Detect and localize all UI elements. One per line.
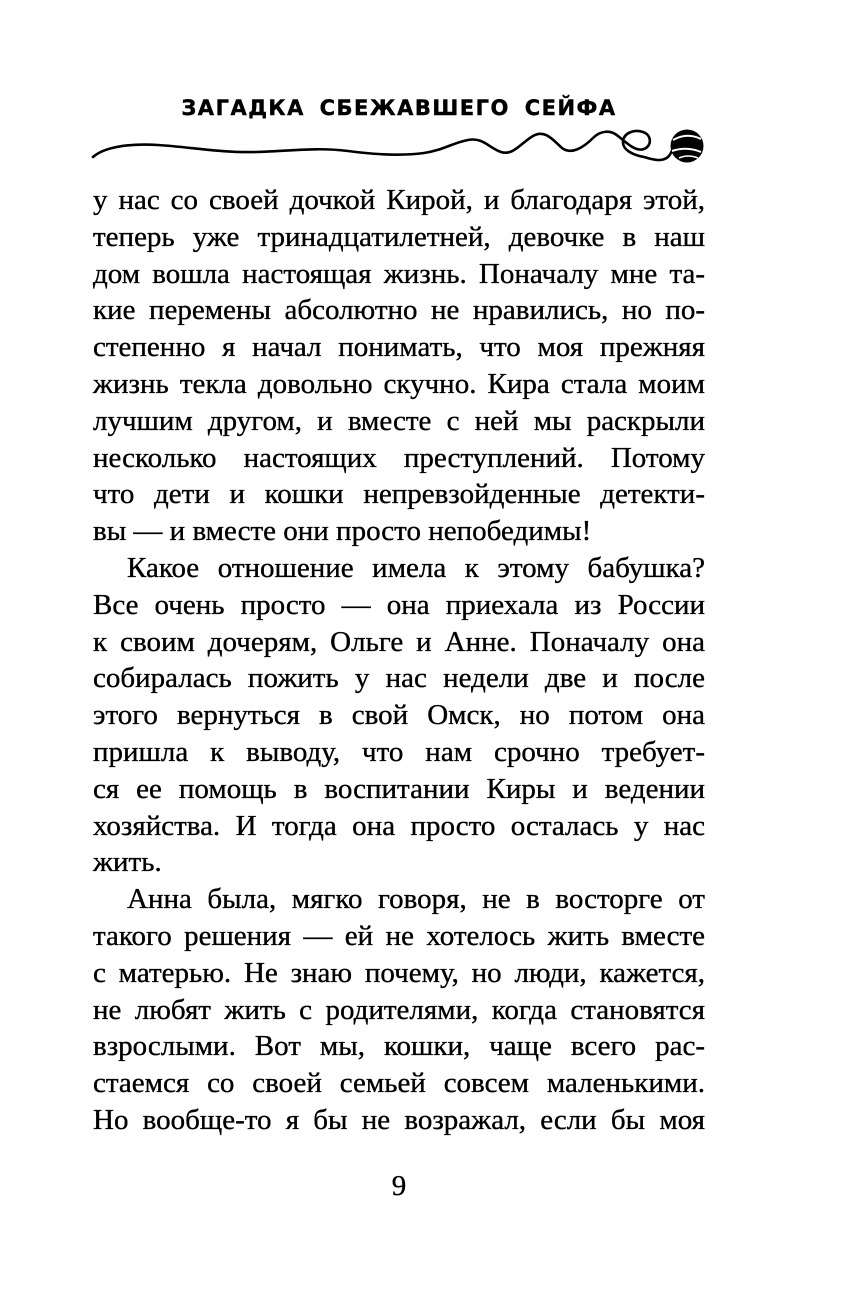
yarn-ball-icon bbox=[671, 130, 704, 163]
text-line: жить. bbox=[93, 846, 162, 879]
text-line: Анна была, мягко говоря, не в восторге от bbox=[127, 883, 705, 916]
text-line: не любят жить с родителями, когда становятся bbox=[93, 993, 705, 1026]
text-line: хозяйства. И тогда она просто осталась у нас bbox=[93, 809, 705, 842]
text-line: у нас со своей дочкой Кирой, и благодаря этой, bbox=[93, 184, 705, 216]
body-text bbox=[93, 182, 705, 1139]
text-line: ся ее помощь в воспитании Киры и ведении bbox=[93, 772, 705, 805]
text-line: Какое отношение имела к этому бабушка? bbox=[127, 551, 705, 584]
text-line: этого вернуться в свой Омск, но потом она bbox=[93, 699, 705, 732]
text-line: теперь уже тринадцатилетней, девочке в наш bbox=[93, 220, 705, 253]
text-line: что дети и кошки непревзойденные детекти- bbox=[93, 478, 705, 511]
text-line: с матерью. Не знаю почему, но люди, кажется, bbox=[93, 956, 705, 989]
text-line: кие перемены абсолютно не нравились, но по- bbox=[93, 294, 705, 327]
text-line: степенно я начал понимать, что моя прежняя bbox=[93, 331, 705, 364]
text-line: лучшим другом, и вместе с ней мы раскрыли bbox=[93, 404, 705, 437]
text-line: взрослыми. Вот мы, кошки, чаще всего рас- bbox=[93, 1030, 705, 1063]
text-line: вы — и вместе они просто непобедимы! bbox=[93, 515, 592, 548]
chapter-title: ЗАГАДКА СБЕЖАВШЕГО СЕЙФА bbox=[181, 96, 617, 120]
text-line: пришла к выводу, что нам срочно требует- bbox=[93, 735, 705, 768]
text-line: такого решения — ей не хотелось жить вместе bbox=[93, 919, 705, 952]
text-line: дом вошла настоящая жизнь. Поначалу мне та- bbox=[93, 257, 705, 290]
text-line: к своим дочерям, Ольге и Анне. Поначалу она bbox=[93, 625, 705, 658]
thread-squiggle-icon bbox=[93, 131, 673, 160]
text-line: жизнь текла довольно скучно. Кира стала моим bbox=[93, 367, 705, 400]
text-line: Все очень просто — она приехала из России bbox=[93, 588, 705, 621]
text-line: стаемся со своей семьей совсем маленькими. bbox=[93, 1067, 705, 1100]
thread-squiggle-decoration bbox=[0, 0, 844, 210]
page-number: 9 bbox=[391, 1170, 407, 1202]
text-line: Но вообще-то я бы не возражал, если бы моя bbox=[93, 1103, 705, 1136]
text-line: несколько настоящих преступлений. Потому bbox=[93, 441, 705, 474]
text-line: собиралась пожить у нас недели две и после bbox=[93, 662, 705, 695]
